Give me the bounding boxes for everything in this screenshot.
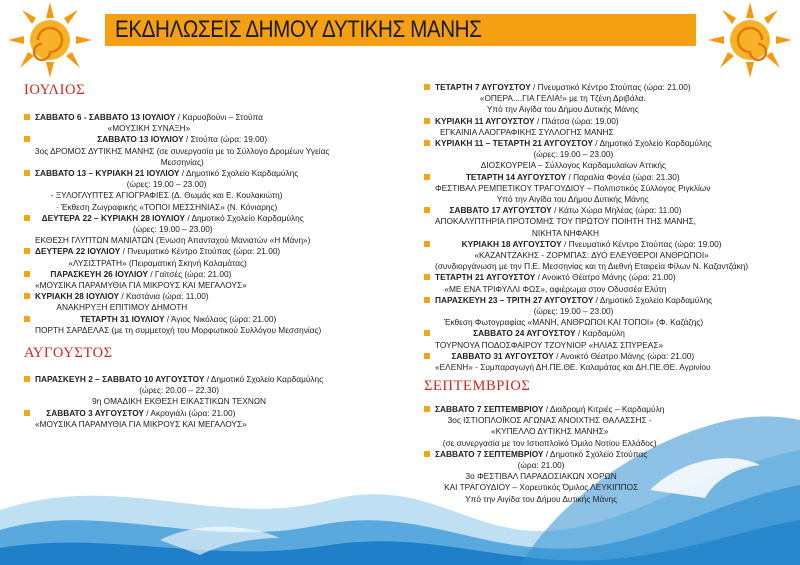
event-date: ΔΕΥΤΕΡΑ 22 – ΚΥΡΙΑΚΗ 28 ΙΟΥΛΙΟΥ <box>41 212 186 223</box>
event-detail-line: ΚΑΙ ΤΡΑΓΟΥΔΙΟΥ – Χορευτικός Όμιλος ΛΕΥΚΙΠΠΟΣ <box>444 482 639 493</box>
event-title-line <box>435 205 696 216</box>
header-banner <box>105 14 696 46</box>
event-title-line <box>435 82 691 93</box>
bullet-icon <box>424 406 430 412</box>
event-date: ΠΑΡΑΣΚΕΥΗ 26 ΙΟΥΛΙΟΥ <box>50 268 149 279</box>
event-title-line <box>35 408 247 419</box>
bullet-icon <box>24 170 30 176</box>
event-place: / Στούπα (ώρα: 19.00) <box>183 134 268 145</box>
event-place: / Δημοτικό Σχολείο Καρδαμύλης <box>179 168 299 178</box>
event-title-line <box>35 168 298 179</box>
event-detail-line: Μεσσηνίας) <box>160 156 204 167</box>
event-place: / Πνευματικό Κέντρο Στούπας (ώρα: 21.00) <box>120 246 281 257</box>
event-detail-line: «ΜΟΥΣΙΚΗ ΣΥΝΑΞΗ» <box>107 123 191 134</box>
event-date: ΣΑΒΒΑΤΟ 7 ΣΕΠΤΕΜΒΡΙΟΥ <box>435 404 544 414</box>
event-place: / Ανοικτό Θέατρο Μάνης (ώρα: 21.00) <box>553 350 695 361</box>
event-body <box>435 239 748 273</box>
event-place: / Καρδαμύλη <box>575 328 625 339</box>
month-heading-august: ΑΥΓΟΥΣΤΟΣ <box>24 345 113 361</box>
event-body <box>35 291 209 313</box>
event-detail-line: Υπό την Αιγίδα του Δήμου Δυτικής Μάνης <box>465 493 618 504</box>
event-body <box>435 295 712 329</box>
event-detail-line: Έκθεση Φωτογραφίας «ΜΑΝΗ, ΑΝΘΡΩΠΟΙ ΚΑΙ ΤΟΠΟΙ» (Φ. Καζάζης) <box>443 317 704 328</box>
event-body <box>435 82 691 116</box>
event-detail-line: «ΜΟΥΣΙΚΑ ΠΑΡΑΜΥΘΙΑ ΓΙΑ ΜΙΚΡΟΥΣ ΚΑΙ ΜΕΓΑΛΟΥΣ» <box>35 418 247 429</box>
event-detail-line: (συνδιοργάνωση με την Π.Ε. Μεσσηνίας και τη Διεθνή Εταιρεία Φίλων Ν. Καζαντζάκη) <box>435 261 749 272</box>
event-body <box>435 449 647 505</box>
sun-icon-left <box>0 0 100 80</box>
event-detail-line: (ώρες: 19.00 – 23.00) <box>533 149 614 160</box>
bullet-icon <box>424 330 430 336</box>
event-detail-line: (ώρες: 19.00 – 23.00) <box>126 179 207 190</box>
bullet-icon <box>24 114 30 120</box>
event-detail-line: «ΜΕ ΕΝΑ ΤΡΙΦΥΛΛΙ ΦΩΣ», αφιέρωμα στον Οδυσσέα Ελύτη <box>444 283 667 294</box>
event-detail-line: «ΟΠΕΡΑ....ΓΙΑ ΓΕΛΙΑ!» με τη Τζένη Δριβάλα. <box>479 93 646 104</box>
event-body <box>435 272 676 294</box>
event-place: / Ακρογιάλι (ώρα: 21.00) <box>143 407 236 418</box>
event-detail-line: 3ος ΔΡΟΜΟΣ ΔΥΤΙΚΗΣ ΜΑΝΗΣ (σε συνεργασία με το Σύλλογο Δρομέων Υγείας <box>35 145 330 156</box>
event-body <box>435 328 663 350</box>
event-place: / Γαϊτσές (ώρα: 21.00) <box>148 268 232 279</box>
event-body <box>435 404 664 449</box>
bullet-icon <box>24 410 30 416</box>
event-date: ΤΕΤΑΡΤΗ 21 ΑΥΓΟΥΣΤΟΥ <box>435 272 536 283</box>
event-detail-line: ΕΓΚΑΙΝΙΑ ΛΑΟΓΡΑΦΙΚΗΣ ΣΥΛΛΟΓΗΣ ΜΑΝΗΣ <box>439 126 614 137</box>
event-detail-line: (ώρες: 19.00 – 23.00) <box>132 224 213 234</box>
event-title-line <box>435 295 712 306</box>
page-title: ΕΚΔΗΛΩΣΕΙΣ ΔΗΜΟΥ ΔΥΤΙΚΗΣ ΜΑΝΗΣ <box>115 16 482 43</box>
event-detail-line: Υπό την Αιγίδα του Δήμου Δυτικής Μάνης <box>486 104 639 115</box>
event-body <box>435 205 696 239</box>
event-place: / Πνευματικό Κέντρο Στούπας (ώρα: 19.00) <box>561 238 722 249</box>
event-title-line <box>435 404 664 415</box>
sun-icon-right <box>700 0 800 80</box>
event-date: ΠΑΡΑΣΚΕΥΗ 2 – ΣΑΒΒΑΤΟ 10 ΑΥΓΟΥΣΤΟΥ <box>35 374 205 384</box>
event-date: ΣΑΒΒΑΤΟ 31 ΑΥΓΟΥΣΤΟΥ <box>451 350 554 361</box>
event-body <box>435 351 711 373</box>
event-title-line <box>35 314 321 325</box>
bullet-icon <box>424 118 430 124</box>
bullet-icon <box>24 136 30 142</box>
event-title-line <box>35 246 280 257</box>
event-date: ΣΑΒΒΑΤΟ 7 ΣΕΠΤΕΜΒΡΙΟΥ <box>435 448 544 459</box>
event-place: / Καρυοβούνι – Στούπα <box>175 112 263 122</box>
event-body <box>35 134 329 168</box>
event-date: ΠΑΡΑΣΚΕΥΗ 23 – ΤΡΙΤΗ 27 ΑΥΓΟΥΣΤΟΥ <box>435 294 594 305</box>
event-body <box>35 168 298 213</box>
bullet-icon <box>24 215 30 221</box>
event-date: ΤΕΤΑΡΤΗ 7 ΑΥΓΟΥΣΤΟΥ <box>435 82 531 92</box>
event-date: ΣΑΒΒΑΤΟ 13 ΙΟΥΛΙΟΥ <box>97 134 184 145</box>
event-date: ΚΥΡΙΑΚΗ 18 ΑΥΓΟΥΣΤΟΥ <box>461 238 562 249</box>
event-detail-line: 3ο ΦΕΣΤΙΒΑΛ ΠΑΡΑΔΟΣΙΑΚΩΝ ΧΟΡΩΝ <box>465 471 617 482</box>
event-place: / Πνευματικό Κέντρο Στούπας (ώρα: 21.00) <box>530 82 691 92</box>
bullet-icon <box>424 297 430 303</box>
event-detail-line: 3ος ΙΣΤΙΟΠΛΟΪΚΟΣ ΑΓΩΝΑΣ ΑΝΟΙΧΤΗΣ ΘΑΛΑΣΣΗΣ - <box>447 415 652 426</box>
event-place: / Δημοτικό Σχολείο Στούπας <box>543 448 648 459</box>
event-detail-line: «ΚΥΠΕΛΛΟ ΔΥΤΙΚΗΣ ΜΑΝΗΣ» <box>490 426 609 437</box>
event-detail-line: ΦΕΣΤΙΒΑΛ ΡΕΜΠΕΤΙΚΟΥ ΤΡΑΓΟΥΔΙΟΥ – Πολιτιστικός Σύλλογος Ριγκλίων <box>435 182 711 193</box>
event-date: ΣΑΒΒΑΤΟ 6 - ΣΑΒΒΑΤΟ 13 ΙΟΥΛΙΟΥ <box>35 112 176 122</box>
bullet-icon <box>24 271 30 277</box>
event-date: ΤΕΤΑΡΤΗ 14 ΑΥΓΟΥΣΤΟΥ <box>465 171 567 182</box>
event-title-line <box>435 328 663 339</box>
event-date: ΤΕΤΑΡΤΗ 31 ΙΟΥΛΙΟΥ <box>80 313 165 324</box>
event-body <box>435 138 712 172</box>
event-detail-line: · Έκθεση Ζωγραφικής «ΤΟΠΟΙ ΜΕΣΣΗΝΙΑΣ» (Ν. Κόνιαρης) <box>55 201 278 212</box>
event-place: / Δημοτικό Σχολείο Καρδαμύλης <box>185 212 304 223</box>
event-body <box>35 246 280 268</box>
event-place: / Δημοτικό Σχολείο Καρδαμύλης <box>593 294 713 305</box>
event-title-line <box>435 449 647 460</box>
bullet-icon <box>24 376 30 382</box>
event-body <box>35 314 321 336</box>
event-place: / Παραλία Φονέα (ώρα: 21.30) <box>566 171 680 182</box>
event-place: / Άγιος Νικόλαος (ώρα: 21.00) <box>164 313 277 324</box>
event-detail-line: ΤΟΥΡΝΟΥΑ ΠΟΔΟΣΦΑΙΡΟΥ ΤΖΟΥΝΙΟΡ «ΗΛΙΑΣ ΣΠΥΡΕΑΣ» <box>435 339 664 350</box>
event-detail-line: «ΕΛΕΝΗ» - Συμπαραγωγή ΔΗ.ΠΕ.ΘΕ. Καλαμάτας και ΔΗ.ΠΕ.ΘΕ. Αγρινίου <box>435 362 711 372</box>
event-place: / Ανοικτό Θέατρο Μάνης (ώρα: 21.00) <box>535 272 676 283</box>
bullet-icon <box>424 174 430 180</box>
event-body <box>435 172 710 206</box>
event-detail-line: «ΚΑΖΑΝΤΖΑΚΗΣ - ΖΟΡΜΠΑΣ: ΔΥΟ ΕΛΕΥΘΕΡΟΙ ΑΝΘΡΩΠΟΙ» <box>474 250 709 260</box>
month-heading-july: ΙΟΥΛΙΟΣ <box>24 82 86 98</box>
bullet-icon <box>424 140 430 146</box>
event-detail-line: ΑΝΑΚΗΡΥΞΗ ΕΠΙΤΙΜΟΥ ΔΗΜΟΤΗ <box>56 302 188 313</box>
event-date: ΣΑΒΒΑΤΟ 13 – ΚΥΡΙΑΚΗ 21 ΙΟΥΛΙΟΥ <box>35 168 180 178</box>
event-place: / Δημοτικό Σχολείο Καρδαμύλης <box>592 138 712 148</box>
event-detail-line: ΝΙΚΗΤΑ ΝΗΦΑΚΗ <box>531 227 600 238</box>
bullet-icon <box>24 248 30 254</box>
event-place: / Διαδρομή Κιτριές – Καρδαμύλη <box>543 404 665 414</box>
event-body <box>35 374 323 408</box>
event-date: ΣΑΒΒΑΤΟ 3 ΑΥΓΟΥΣΤΟΥ <box>46 407 144 418</box>
event-title-line <box>435 351 711 362</box>
event-title-line <box>35 269 247 280</box>
event-place: / Δημοτικό Σχολείο Καρδαμύλης <box>204 374 324 384</box>
event-detail-line: «ΛΥΣΙΣΤΡΑΤΗ» (Πειραματική Σκηνή Καλαμάτας) <box>68 257 247 268</box>
event-detail-line: - ΞΥΛΟΓΛΥΠΤΕΣ ΑΓΙΟΓΡΑΦΙΕΣ (Δ. Θωμάς και Ε. Κουλακιώτη) <box>50 190 283 201</box>
event-detail-line: (ώρα: 21.00) <box>517 460 565 470</box>
event-detail-line: «ΜΟΥΣΙΚΑ ΠΑΡΑΜΥΘΙΑ ΓΙΑ ΜΙΚΡΟΥΣ ΚΑΙ ΜΕΓΑΛΟΥΣ» <box>35 280 247 290</box>
event-detail-line: Υπό την Αιγίδα του Δήμου Δυτικής Μάνης <box>496 194 649 204</box>
event-detail-line: ΑΠΟΚΑΛΥΠΤΗΡΙΑ ΠΡΟΤΟΜΗΣ ΤΟΥ ΠΡΩΤΟΥ ΠΟΙΗΤΗ ΤΗΣ ΜΑΝΗΣ, <box>435 216 696 227</box>
event-title-line <box>435 116 619 127</box>
event-title-line <box>35 291 209 302</box>
event-date: ΚΥΡΙΑΚΗ 11 ΑΥΓΟΥΣΤΟΥ <box>435 115 535 126</box>
event-title-line <box>435 272 676 283</box>
bullet-icon <box>24 316 30 322</box>
bullet-icon <box>424 353 430 359</box>
bullet-icon <box>424 274 430 280</box>
event-place: / Πλάτσα (ώρα: 19.00) <box>534 115 619 126</box>
bullet-icon <box>424 84 430 90</box>
event-title-line <box>35 374 323 385</box>
event-detail-line: (ώρες: 19.00 – 23.00) <box>533 306 614 316</box>
bullet-icon <box>424 451 430 457</box>
event-body <box>35 112 263 134</box>
event-title-line <box>35 112 263 123</box>
event-body <box>35 213 310 247</box>
event-detail-line: 9η ΟΜΑΔΙΚΗ ΕΚΘΕΣΗ ΕΙΚΑΣΤΙΚΩΝ ΤΕΧΝΩΝ <box>92 396 267 407</box>
event-date: ΚΥΡΙΑΚΗ 28 ΙΟΥΛΙΟΥ <box>35 291 120 302</box>
event-place: / Καστάνια (ώρα: 11.00) <box>119 291 209 302</box>
event-title-line <box>435 138 712 149</box>
event-body <box>35 269 247 291</box>
event-detail-line: ΔΙΟΣΚΟΥΡΕΙΑ – Σύλλογος Καρδαμυλαίων Αττικής <box>480 160 666 171</box>
event-date: ΔΕΥΤΕΡΑ 22 ΙΟΥΛΙΟΥ <box>35 246 121 257</box>
event-title-line <box>35 213 310 224</box>
month-heading-september: ΣΕΠΤΕΜΒΡΙΟΣ <box>424 378 531 394</box>
event-body <box>435 116 619 138</box>
event-title-line <box>35 134 329 145</box>
event-date: ΣΑΒΒΑΤΟ 17 ΑΥΓΟΥΣΤΟΥ <box>449 205 552 216</box>
event-detail-line: ΠΟΡΤΗ ΣΑΡΔΕΛΑΣ (με τη συμμετοχή του Μορφωτικού Συλλόγου Μεσσηνίας) <box>35 324 322 335</box>
event-title-line <box>435 239 748 250</box>
event-place: / Κάτω Χώρα Μηλέας (ώρα: 11.00) <box>551 205 682 216</box>
event-date: ΣΑΒΒΑΤΟ 24 ΑΥΓΟΥΣΤΟΥ <box>473 328 576 339</box>
bullet-icon <box>424 207 430 213</box>
event-body <box>35 408 247 430</box>
event-title-line <box>435 172 710 183</box>
event-detail-line: (ώρες: 20.00 – 22.30) <box>139 385 219 396</box>
event-detail-line: (σε συνεργασία με τον Ιστιοπλοϊκό Όμιλο Νοτίου Ελλάδος) <box>442 437 657 448</box>
bullet-icon <box>24 293 30 299</box>
event-detail-line: ΕΚΘΕΣΗ ΓΛΥΠΤΩΝ ΜΑΝΙΑΤΩΝ (Ένωση Απανταχού Μανιατών «Η Μάνη») <box>35 235 311 246</box>
event-date: ΚΥΡΙΑΚΗ 11 – ΤΕΤΑΡΤΗ 21 ΑΥΓΟΥΣΤΟΥ <box>435 138 593 148</box>
bullet-icon <box>424 241 430 247</box>
